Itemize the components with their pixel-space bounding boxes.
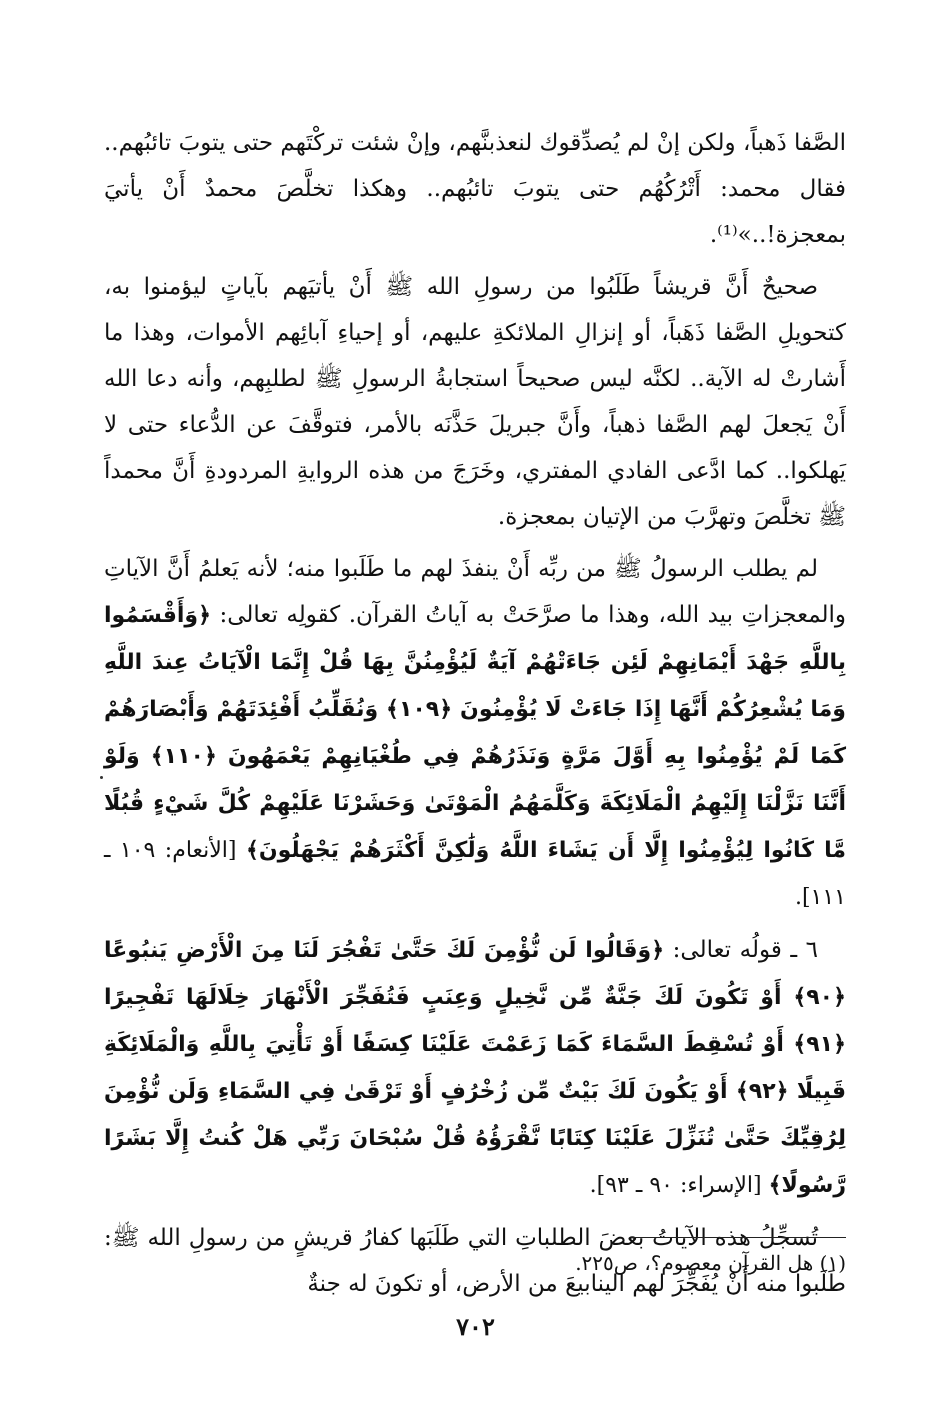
paragraph-3: [104, 546, 846, 921]
footnote-text: (١) هل القرآن معصوم؟، ص٢٢٥.: [575, 1251, 846, 1275]
verse-reference-anam: [الأنعام: ١٠٩ ـ ١١١].: [104, 838, 846, 910]
footnote-divider: [631, 1237, 846, 1238]
paragraph-4-intro: ٦ ـ قولُه تعالى:: [664, 937, 818, 963]
quran-verse-isra: ﴿وَقَالُوا لَن نُّؤْمِنَ لَكَ حَتَّىٰ تَفْجُرَ لَنَا مِنَ الْأَرْضِ يَنبُوعًا ﴿٩٠﴾ أَوْ تَكُونَ لَكَ جَنَّةٌ مِّن نَّخِيلٍ وَعِنَبٍ فَتُفَجِّرَ الْأَنْهَارَ خِلَالَهَا تَفْجِيرًا ﴿٩١﴾ أَوْ تُسْقِطَ السَّمَاءَ كَمَا زَعَمْتَ عَلَيْنَا كِسَفًا أَوْ تَأْتِيَ بِاللَّهِ وَالْمَلَائِكَةِ قَبِيلًا ﴿٩٢﴾ أَوْ يَكُونَ لَكَ بَيْتٌ مِّن زُخْرُفٍ أَوْ تَرْقَىٰ فِي السَّمَاءِ وَلَن نُّؤْمِنَ لِرُقِيِّكَ حَتَّىٰ تُنَزِّلَ عَلَيْنَا كِتَابًا نَّقْرَؤُهُ قُلْ سُبْحَانَ رَبِّي هَلْ كُنتُ إِلَّا بَشَرًا رَّسُولًا﴾: [104, 938, 846, 1198]
footnote: [104, 1246, 846, 1280]
paragraph-1: [104, 120, 846, 258]
paragraph-1-text: الصَّفا ذَهباً، ولكن إنْ لم يُصدِّقوك لنعذبنَّهم، وإنْ شئت تركْتَهم حتى يتوبَ تائبُهم.. فقال محمد: أَتْرُكُهُم حتى يتوبَ تائبُهم.. وهكذا تخلَّصَ محمدٌ أَنْ يأتيَ بمعجزة!..»⁽¹⁾.: [104, 130, 846, 248]
scan-speck: [100, 776, 103, 779]
verse-reference-isra: [الإسراء: ٩٠ ـ ٩٣].: [589, 1173, 769, 1198]
main-text: [104, 120, 846, 1307]
paragraph-3-intro: لم يطلب الرسولُ ﷺ من ربِّه أَنْ ينفذَ لهم ما طَلَبوا منه؛ لأنه يَعلمُ أَنَّ الآياتِ والمعجزاتِ بيد الله، وهذا ما صرَّحَتْ به آياتُ القرآن. كقولِه تعالى:: [104, 556, 846, 628]
quran-verse-anam: ﴿وَأَقْسَمُوا بِاللَّهِ جَهْدَ أَيْمَانِهِمْ لَئِن جَاءَتْهُمْ آيَةٌ لَيُؤْمِنُنَّ بِهَا قُلْ إِنَّمَا الْآيَاتُ عِندَ اللَّهِ وَمَا يُشْعِرُكُمْ أَنَّهَا إِذَا جَاءَتْ لَا يُؤْمِنُونَ ﴿١٠٩﴾ وَنُقَلِّبُ أَفْئِدَتَهُمْ وَأَبْصَارَهُمْ كَمَا لَمْ يُؤْمِنُوا بِهِ أَوَّلَ مَرَّةٍ وَنَذَرُهُمْ فِي طُغْيَانِهِمْ يَعْمَهُونَ ﴿١١٠﴾ وَلَوْ أَنَّنَا نَزَّلْنَا إِلَيْهِمُ الْمَلَائِكَةَ وَكَلَّمَهُمُ الْمَوْتَىٰ وَحَشَرْنَا عَلَيْهِمْ كُلَّ شَيْءٍ قُبُلًا مَّا كَانُوا لِيُؤْمِنُوا إِلَّا أَن يَشَاءَ اللَّهُ وَلَٰكِنَّ أَكْثَرَهُمْ يَجْهَلُونَ﴾: [104, 603, 847, 863]
paragraph-2-text: صحيحٌ أَنَّ قريشاً طَلَبُوا من رسولِ الله ﷺ أَنْ يأتيَهم بآياتٍ ليؤمنوا به، كتحويلِ الصَّفا ذَهَباً، أو إنزالِ الملائكةِ عليهم، أو إحياءِ آبائِهم الأموات، وهذا ما أَشارتْ له الآية.. لكنَّه ليس صحيحاً استجابةُ الرسولِ ﷺ لطلبِهم، وأنه دعا الله أَنْ يَجعلَ لهم الصَّفا ذهباً، وأَنَّ جبريلَ حَذَّنَه بالأمر، فتوقَّفَ عن الدُّعاء حتى لا يَهلكوا.. كما ادَّعى الفادي المفتري، وخَرَجَ من هذه الروايةِ المردودةِ أَنَّ محمداً ﷺ تخلَّصَ وتهرَّبَ من الإتيان بمعجزة.: [104, 274, 846, 530]
paragraph-5-text: تُسجِّلُ هذه الآياتُ بعضَ الطلباتِ التي طَلَبَها كفارُ قريشٍ من رسولِ الله ﷺ: طَلَبوا منه أَنْ يُفَجِّرَ لهم الينابيعَ من الأرض، أو تكونَ له جنةٌ: [104, 1225, 846, 1297]
paragraph-2: [104, 264, 846, 540]
paragraph-4: [104, 927, 846, 1209]
page-number: ٧٠٢: [456, 1312, 495, 1341]
